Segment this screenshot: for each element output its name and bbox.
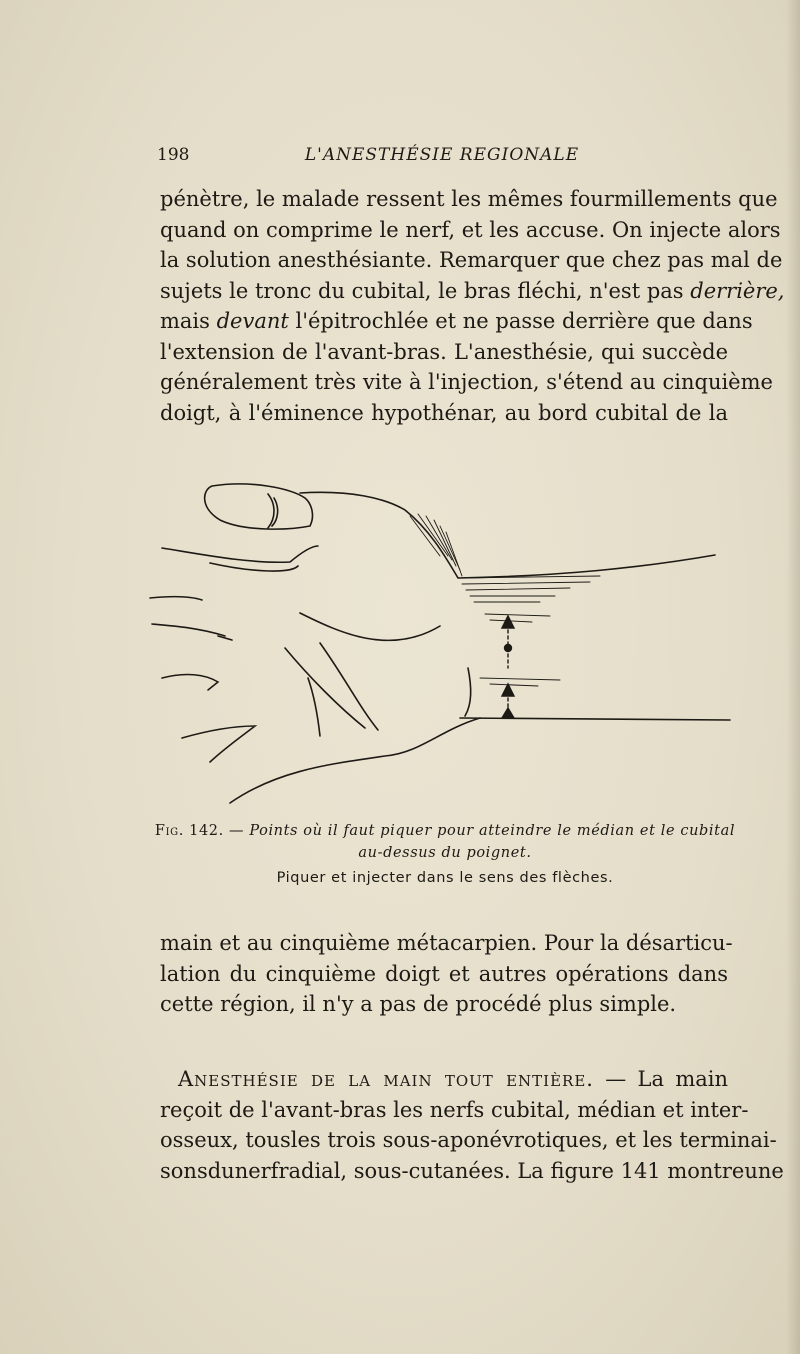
text-line bbox=[160, 276, 785, 307]
wrist-bottom-edge bbox=[460, 718, 730, 720]
caption-text-line2: au-dessus du poignet. bbox=[358, 845, 532, 861]
figure-label: Fig. 142. bbox=[154, 823, 224, 839]
text-line bbox=[160, 306, 753, 337]
text-line: quand on comprime le nerf, et les accuse. On injecte alors bbox=[160, 217, 781, 242]
ring-finger-outline bbox=[162, 675, 218, 690]
emphasis-derriere: derrière, bbox=[690, 278, 785, 303]
text-line: main et au cinquième métacarpien. Pour la désarticu- bbox=[160, 931, 733, 955]
page-number: 198 bbox=[157, 145, 190, 165]
text-segment: l'épitrochlée et ne passe derrière que dans bbox=[288, 309, 753, 333]
palm-crease bbox=[300, 613, 440, 640]
text-line: sonsdunerfradial, sous-cutanées. La figure 141 montreune bbox=[160, 1158, 784, 1183]
injection-arrow-median bbox=[502, 616, 514, 668]
caption-text: — Points où il faut piquer pour atteindre le médian et le cubital bbox=[223, 823, 736, 839]
section-heading: Anesthésie de la main tout entière. bbox=[178, 1067, 594, 1091]
text-segment: sujets le tronc du cubital, le bras fléchi, n'est pas bbox=[160, 278, 691, 303]
text-line: la solution anesthésiante. Remarquer que chez pas mal de bbox=[160, 248, 783, 272]
thumb-nail bbox=[268, 494, 274, 528]
text-line bbox=[160, 1064, 728, 1095]
running-title: L'ANESTHÉSIE REGIONALE bbox=[304, 145, 580, 165]
injection-arrow-cubital bbox=[502, 684, 514, 718]
little-finger-outline bbox=[182, 726, 255, 762]
text-line: cette région, il n'y a pas de procédé plus simple. bbox=[160, 992, 677, 1016]
palm-line-3 bbox=[308, 678, 320, 736]
thumb-outline bbox=[205, 484, 313, 529]
middle-finger-lower bbox=[152, 624, 225, 636]
text-line: osseux, tousles trois sous-aponévrotiques, et les terminai- bbox=[160, 1128, 777, 1152]
middle-finger-outline bbox=[150, 597, 202, 600]
hypothenar-edge bbox=[230, 718, 480, 803]
text-line: généralement très vite à l'injection, s'étend au cinquième bbox=[160, 370, 773, 394]
index-finger-lower bbox=[210, 563, 298, 571]
index-finger-outline bbox=[162, 546, 318, 562]
text-segment: — La main bbox=[593, 1067, 728, 1091]
emphasis-devant: devant bbox=[216, 309, 289, 333]
text-line: reçoit de l'avant-bras les nerfs cubital, médian et inter- bbox=[160, 1097, 749, 1122]
text-segment: mais bbox=[160, 309, 217, 333]
text-line: doigt, à l'éminence hypothénar, au bord cubital de la bbox=[160, 400, 728, 425]
palm-line-2 bbox=[320, 643, 378, 730]
hand-drawing-svg bbox=[140, 468, 740, 813]
hand-dorsal-edge bbox=[300, 492, 715, 578]
page-header bbox=[157, 145, 727, 169]
hand-illustration bbox=[140, 468, 740, 813]
figure-caption bbox=[150, 820, 740, 864]
tendon-hatching bbox=[410, 514, 600, 686]
text-line: pénètre, le malade ressent les mêmes fourmillements que bbox=[160, 187, 778, 211]
palm-line-1 bbox=[285, 648, 365, 728]
paragraph-2 bbox=[160, 928, 733, 1020]
wrist-lateral-line bbox=[465, 668, 471, 716]
text-line: l'extension de l'avant-bras. L'anesthésie, qui succède bbox=[160, 339, 728, 364]
page-edge-shadow bbox=[786, 0, 800, 1354]
text-line: lation du cinquième doigt et autres opérations dans bbox=[160, 961, 728, 986]
paragraph-3 bbox=[160, 1064, 784, 1186]
paragraph-1 bbox=[160, 184, 785, 428]
figure-note: Piquer et injecter dans le sens des flèches. bbox=[276, 870, 614, 886]
